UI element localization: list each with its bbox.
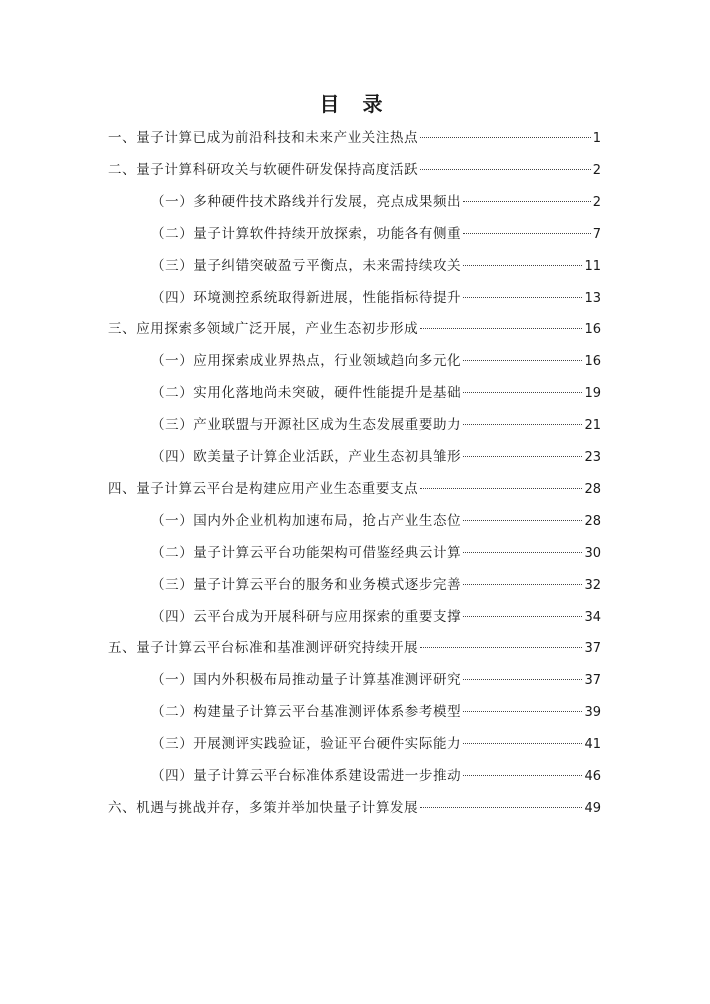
toc-entry-label: （三）产业联盟与开源社区成为生态发展重要助力 xyxy=(151,417,462,434)
toc-entry-page-number: 37 xyxy=(584,641,601,657)
toc-entry-page-number: 28 xyxy=(584,513,601,529)
toc-entry-page-number: 46 xyxy=(584,769,601,784)
toc-entry-label: 五、量子计算云平台标准和基准测评研究持续开展 xyxy=(108,640,419,657)
toc-entry[interactable] xyxy=(108,636,601,660)
toc-entry[interactable] xyxy=(108,796,601,820)
toc-entry-page-number: 19 xyxy=(584,386,601,402)
toc-entry-label: （一）多种硬件技术路线并行发展，亮点成果频出 xyxy=(151,193,462,210)
toc-entry[interactable] xyxy=(151,286,601,310)
toc-entry-label: （二）量子计算云平台功能架构可借鉴经典云计算 xyxy=(151,544,462,561)
toc-entry-label: （二）构建量子计算云平台基准测评体系参考模型 xyxy=(151,704,462,721)
toc-entry-page-number: 23 xyxy=(584,450,601,465)
toc-entry-label: 三、应用探索多领域广泛开展，产业生态初步形成 xyxy=(108,321,419,338)
dot-leader xyxy=(463,711,582,712)
dot-leader xyxy=(420,328,582,329)
toc-entry-page-number: 2 xyxy=(592,194,601,210)
toc-entry-label: 四、量子计算云平台是构建应用产业生态重要支点 xyxy=(108,480,419,497)
toc-entry-page-number: 13 xyxy=(584,290,601,306)
toc-entry-page-number: 16 xyxy=(584,322,601,338)
toc-entry-label: （一）国内外积极布局推动量子计算基准测评研究 xyxy=(151,672,462,689)
dot-leader xyxy=(463,424,582,425)
toc-entry-label: （四）量子计算云平台标准体系建设需进一步推动 xyxy=(151,768,462,784)
toc-entry-label: （三）开展测评实践验证，验证平台硬件实际能力 xyxy=(151,736,462,753)
toc-entry-page-number: 34 xyxy=(584,609,601,625)
toc-entry[interactable] xyxy=(108,158,601,182)
toc-entry[interactable] xyxy=(151,700,601,724)
toc-entry-label: （二）量子计算软件持续开放探索，功能各有侧重 xyxy=(151,225,462,242)
toc-entry-label: （三）量子纠错突破盈亏平衡点，未来需持续攻关 xyxy=(151,257,462,274)
toc-entry[interactable] xyxy=(151,445,601,469)
toc-entry-page-number: 32 xyxy=(584,577,601,593)
toc-entry-page-number: 39 xyxy=(584,705,601,721)
toc-entry[interactable] xyxy=(151,573,601,597)
toc-entry-label: （四）环境测控系统取得新进展，性能指标待提升 xyxy=(151,289,462,306)
dot-leader xyxy=(463,743,582,744)
dot-leader xyxy=(463,584,582,585)
dot-leader xyxy=(463,265,582,266)
toc-entry-page-number: 1 xyxy=(592,131,601,146)
toc-entry[interactable] xyxy=(151,413,601,437)
toc-entry[interactable] xyxy=(151,605,601,629)
toc-entry[interactable] xyxy=(151,668,601,692)
toc-entry-page-number: 28 xyxy=(584,481,601,497)
toc-entry-page-number: 11 xyxy=(584,258,601,274)
toc-entry-label: （二）实用化落地尚未突破，硬件性能提升是基础 xyxy=(151,385,462,402)
toc-entry[interactable] xyxy=(151,381,601,405)
toc-entry[interactable] xyxy=(151,222,601,246)
dot-leader xyxy=(463,201,591,202)
toc-entry[interactable] xyxy=(151,509,601,533)
toc-entry[interactable] xyxy=(108,126,601,150)
toc-entry-label: （三）量子计算云平台的服务和业务模式逐步完善 xyxy=(151,576,462,593)
toc-entry[interactable] xyxy=(151,349,601,373)
dot-leader xyxy=(463,360,582,361)
dot-leader xyxy=(463,456,582,457)
toc-entry-page-number: 37 xyxy=(584,673,601,689)
toc-entry-page-number: 16 xyxy=(584,354,601,370)
toc-entry-page-number: 49 xyxy=(584,800,601,816)
toc-entry[interactable] xyxy=(108,317,601,341)
toc-entry-label: （一）应用探索成业界热点，行业领域趋向多元化 xyxy=(151,353,462,370)
dot-leader xyxy=(420,137,591,138)
dot-leader xyxy=(420,169,591,170)
toc-entry-page-number: 7 xyxy=(592,226,601,242)
toc-entry-label: 二、量子计算科研攻关与软硬件研发保持高度活跃 xyxy=(108,161,419,178)
dot-leader xyxy=(420,488,582,489)
dot-leader xyxy=(420,807,582,808)
dot-leader xyxy=(463,679,582,680)
toc-entry[interactable] xyxy=(151,190,601,214)
toc-entry[interactable] xyxy=(151,764,601,788)
dot-leader xyxy=(463,616,582,617)
toc-entry-page-number: 41 xyxy=(584,737,601,753)
toc-entry-page-number: 2 xyxy=(592,162,601,178)
toc-entry-label: 一、量子计算已成为前沿科技和未来产业关注热点 xyxy=(108,130,419,146)
dot-leader xyxy=(463,520,582,521)
dot-leader xyxy=(463,233,591,234)
toc-entry[interactable] xyxy=(151,254,601,278)
toc-entry-label: 六、机遇与挑战并存，多策并举加快量子计算发展 xyxy=(108,799,419,816)
toc-entry-page-number: 21 xyxy=(584,418,601,434)
toc-entry-label: （一）国内外企业机构加速布局，抢占产业生态位 xyxy=(151,512,462,529)
dot-leader xyxy=(463,297,582,298)
dot-leader xyxy=(463,392,582,393)
dot-leader xyxy=(463,775,582,776)
dot-leader xyxy=(463,552,582,553)
dot-leader xyxy=(420,647,582,648)
toc-entry-page-number: 30 xyxy=(584,545,601,561)
toc-entry-label: （四）欧美量子计算企业活跃，产业生态初具雏形 xyxy=(151,449,462,465)
toc-entry-label: （四）云平台成为开展科研与应用探索的重要支撑 xyxy=(151,608,462,625)
toc-entry[interactable] xyxy=(151,732,601,756)
page-title: 目 录 xyxy=(319,92,391,116)
toc-entry[interactable] xyxy=(151,541,601,565)
toc-entry[interactable] xyxy=(108,477,601,501)
